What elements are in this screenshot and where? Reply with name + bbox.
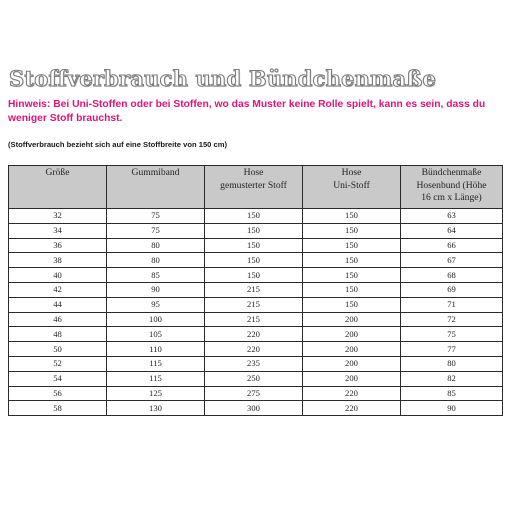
cell-plain-fabric: 200 <box>303 342 401 357</box>
cell-size: 46 <box>9 312 107 327</box>
table-row <box>9 371 503 386</box>
cell-cuff: 75 <box>401 327 503 342</box>
cell-elastic: 85 <box>107 268 205 283</box>
cell-patterned-fabric: 275 <box>205 386 303 401</box>
cell-plain-fabric: 150 <box>303 209 401 224</box>
cell-elastic: 125 <box>107 386 205 401</box>
cell-size: 58 <box>9 401 107 416</box>
table-row <box>9 401 503 416</box>
cell-size: 52 <box>9 356 107 371</box>
cell-cuff: 69 <box>401 282 503 297</box>
fabric-width-note: (Stoffverbrauch bezieht sich auf eine Stoffbreite von 150 cm) <box>8 140 227 149</box>
cell-elastic: 90 <box>107 282 205 297</box>
cell-elastic: 80 <box>107 238 205 253</box>
cell-size: 44 <box>9 297 107 312</box>
table-body <box>9 209 503 416</box>
page-title: Stoffverbrauch und Bündchenmaße <box>9 66 437 91</box>
table-row <box>9 268 503 283</box>
table-header-row <box>9 166 503 209</box>
fabric-size-table <box>8 165 503 416</box>
cell-elastic: 130 <box>107 401 205 416</box>
table-row <box>9 223 503 238</box>
cell-size: 40 <box>9 268 107 283</box>
cell-plain-fabric: 220 <box>303 386 401 401</box>
cell-patterned-fabric: 300 <box>205 401 303 416</box>
table-row <box>9 327 503 342</box>
cell-patterned-fabric: 215 <box>205 282 303 297</box>
cell-cuff: 66 <box>401 238 503 253</box>
cell-patterned-fabric: 235 <box>205 356 303 371</box>
cell-size: 50 <box>9 342 107 357</box>
cell-plain-fabric: 200 <box>303 371 401 386</box>
cell-size: 34 <box>9 223 107 238</box>
cell-size: 32 <box>9 209 107 224</box>
cell-elastic: 115 <box>107 371 205 386</box>
table-row <box>9 297 503 312</box>
cell-cuff: 71 <box>401 297 503 312</box>
cell-plain-fabric: 150 <box>303 253 401 268</box>
table-row <box>9 253 503 268</box>
cell-cuff: 72 <box>401 312 503 327</box>
cell-size: 42 <box>9 282 107 297</box>
cell-plain-fabric: 200 <box>303 356 401 371</box>
header-size: Größe <box>9 166 107 209</box>
table-row <box>9 238 503 253</box>
cell-cuff: 85 <box>401 386 503 401</box>
cell-plain-fabric: 220 <box>303 401 401 416</box>
cell-plain-fabric: 150 <box>303 297 401 312</box>
table-row <box>9 356 503 371</box>
table-row <box>9 282 503 297</box>
cell-size: 48 <box>9 327 107 342</box>
cell-plain-fabric: 200 <box>303 327 401 342</box>
cell-patterned-fabric: 215 <box>205 297 303 312</box>
cell-elastic: 100 <box>107 312 205 327</box>
cell-cuff: 82 <box>401 371 503 386</box>
cell-cuff: 64 <box>401 223 503 238</box>
cell-cuff: 68 <box>401 268 503 283</box>
cell-cuff: 90 <box>401 401 503 416</box>
cell-elastic: 95 <box>107 297 205 312</box>
cell-cuff: 63 <box>401 209 503 224</box>
cell-patterned-fabric: 150 <box>205 223 303 238</box>
cell-plain-fabric: 150 <box>303 238 401 253</box>
cell-patterned-fabric: 150 <box>205 268 303 283</box>
table-row <box>9 312 503 327</box>
cell-size: 38 <box>9 253 107 268</box>
cell-patterned-fabric: 220 <box>205 342 303 357</box>
header-plain-fabric: Hose Uni-Stoff <box>303 166 401 209</box>
cell-elastic: 75 <box>107 209 205 224</box>
cell-patterned-fabric: 215 <box>205 312 303 327</box>
cell-plain-fabric: 150 <box>303 223 401 238</box>
header-elastic: Gummiband <box>107 166 205 209</box>
cell-cuff: 77 <box>401 342 503 357</box>
cell-elastic: 75 <box>107 223 205 238</box>
cell-patterned-fabric: 250 <box>205 371 303 386</box>
cell-plain-fabric: 150 <box>303 282 401 297</box>
cell-elastic: 80 <box>107 253 205 268</box>
cell-patterned-fabric: 220 <box>205 327 303 342</box>
cell-cuff: 80 <box>401 356 503 371</box>
table-row <box>9 342 503 357</box>
table-row <box>9 209 503 224</box>
cell-size: 36 <box>9 238 107 253</box>
cell-size: 54 <box>9 371 107 386</box>
table-row <box>9 386 503 401</box>
header-patterned-fabric: Hose gemusterter Stoff <box>205 166 303 209</box>
hint-text: Hinweis: Bei Uni-Stoffen oder bei Stoffen, wo das Muster keine Rolle spielt, kann es sein, dass du weniger Stoff brauchst. <box>8 99 486 124</box>
cell-size: 56 <box>9 386 107 401</box>
cell-elastic: 105 <box>107 327 205 342</box>
cell-patterned-fabric: 150 <box>205 253 303 268</box>
header-cuff-measurements: Bündchenmaße Hosenbund (Höhe 16 cm x Länge) <box>401 166 503 209</box>
cell-plain-fabric: 200 <box>303 312 401 327</box>
cell-patterned-fabric: 150 <box>205 238 303 253</box>
cell-elastic: 110 <box>107 342 205 357</box>
cell-plain-fabric: 150 <box>303 268 401 283</box>
cell-cuff: 67 <box>401 253 503 268</box>
cell-patterned-fabric: 150 <box>205 209 303 224</box>
cell-elastic: 115 <box>107 356 205 371</box>
